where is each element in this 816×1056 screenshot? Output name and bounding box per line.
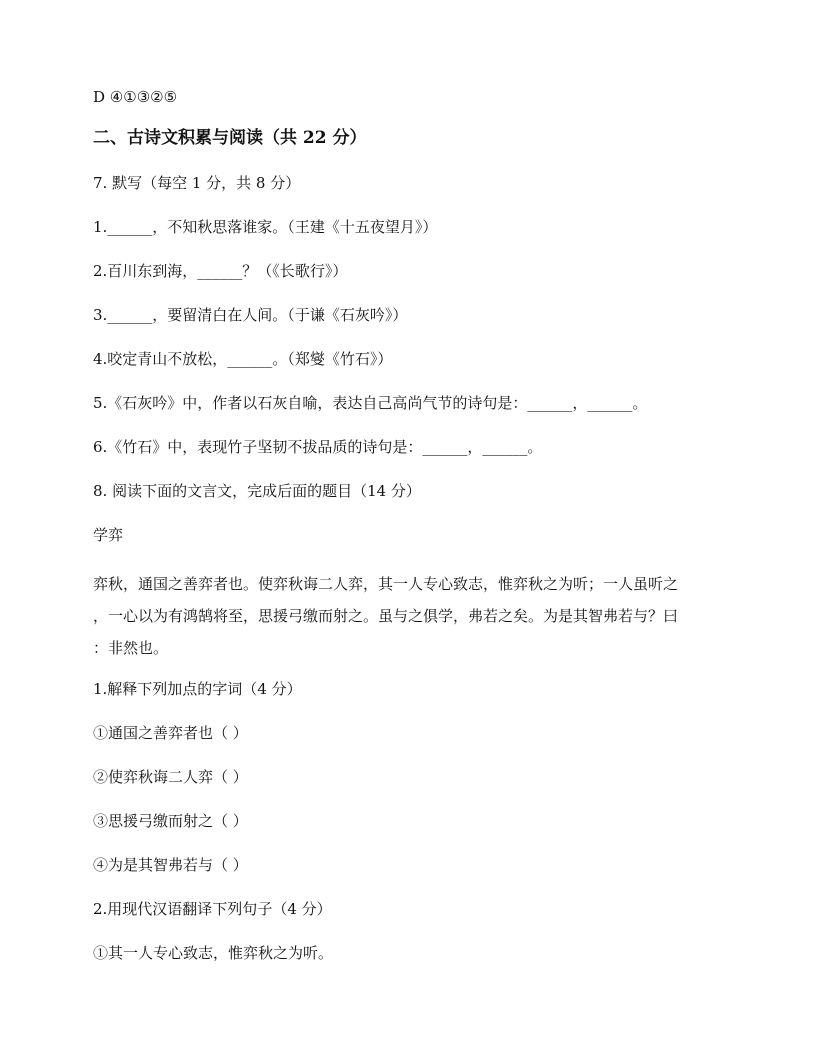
passage-title: 学弈 — [93, 526, 124, 544]
sub-question-1-item-2: ②使弈秋诲二人弈（ ） — [93, 768, 248, 786]
passage-text — [93, 568, 733, 664]
document-page — [93, 86, 733, 986]
sub-question-1-heading: 1.解释下列加点的字词（4 分） — [93, 680, 302, 698]
question-8-heading: 8. 阅读下面的文言文，完成后面的题目（14 分） — [93, 482, 421, 500]
sub-question-2-item-1: ①其一人专心致志，惟弈秋之为听。 — [93, 944, 334, 962]
question-7-item-4: 4.咬定青山不放松，______。（郑燮《竹石》） — [93, 350, 393, 368]
passage-line: 弈秋，通国之善弈者也。使弈秋诲二人弈，其一人专心致志，惟弈秋之为听；一人虽听之 — [93, 575, 679, 593]
answer-option: D ④①③②⑤ — [93, 88, 178, 106]
question-7-item-5: 5.《石灰吟》中，作者以石灰自喻，表达自己高尚气节的诗句是：______，______。 — [93, 394, 648, 412]
sub-question-1-item-1: ①通国之善弈者也（ ） — [93, 724, 248, 742]
question-7-item-3: 3.______，要留清白在人间。（于谦《石灰吟》） — [93, 306, 408, 324]
sub-question-1-item-4: ④为是其智弗若与（ ） — [93, 856, 248, 874]
sub-question-1-item-3: ③思援弓缴而射之（ ） — [93, 812, 248, 830]
question-7-item-6: 6.《竹石》中，表现竹子坚韧不拔品质的诗句是：______，______。 — [93, 438, 543, 456]
passage-line: ：非然也。 — [93, 639, 169, 657]
question-7-item-2: 2.百川东到海，______？（《长歌行》） — [93, 262, 348, 280]
sub-question-2-heading: 2.用现代汉语翻译下列句子（4 分） — [93, 900, 332, 918]
question-7-heading: 7. 默写（每空 1 分，共 8 分） — [93, 174, 301, 192]
passage-line: ，一心以为有鸿鹄将至，思援弓缴而射之。虽与之俱学，弗若之矣。为是其智弗若与？曰 — [93, 607, 679, 625]
question-7-item-1: 1.______，不知秋思落谁家。（王建《十五夜望月》） — [93, 218, 438, 236]
section-title: 二、古诗文积累与阅读（共 22 分） — [93, 128, 367, 148]
